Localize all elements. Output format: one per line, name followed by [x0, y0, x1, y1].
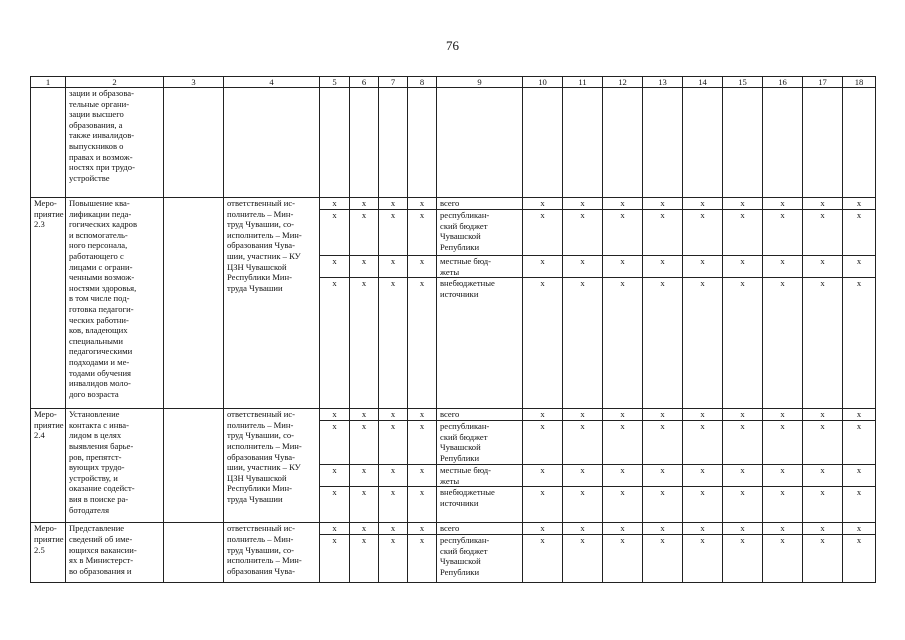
x-mark: x	[643, 210, 683, 256]
x-mark: x	[763, 487, 803, 523]
funding-source: республикан- ский бюджет Чувашской Републики	[437, 421, 523, 465]
x-mark: x	[563, 487, 603, 523]
x-mark: x	[683, 278, 723, 409]
x-mark: x	[320, 534, 350, 582]
x-mark: x	[843, 198, 876, 210]
x-mark: x	[603, 421, 643, 465]
x-mark: x	[408, 256, 437, 278]
x-mark: x	[408, 523, 437, 535]
header-row	[31, 77, 876, 88]
x-mark: x	[379, 198, 408, 210]
x-mark: x	[523, 278, 563, 409]
x-mark: x	[803, 210, 843, 256]
cell-empty	[350, 88, 379, 198]
x-mark: x	[379, 421, 408, 465]
header-cell: 15	[723, 77, 763, 88]
x-mark: x	[843, 278, 876, 409]
header-cell: 8	[408, 77, 437, 88]
x-mark: x	[763, 210, 803, 256]
x-mark: x	[763, 256, 803, 278]
x-mark: x	[843, 210, 876, 256]
header-cell: 13	[643, 77, 683, 88]
cell-empty	[408, 88, 437, 198]
x-mark: x	[643, 409, 683, 421]
header-cell: 7	[379, 77, 408, 88]
x-mark: x	[643, 198, 683, 210]
x-mark: x	[723, 487, 763, 523]
x-mark: x	[320, 409, 350, 421]
x-mark: x	[843, 523, 876, 535]
header-cell: 11	[563, 77, 603, 88]
x-mark: x	[563, 534, 603, 582]
measure-name: Повышение ква- лификации педа- гогических кадров и вспомогатель- ного персонала, работающего с лицами с ограни- ченными возмож- ностями здоровья, в том числе под- готовка педагоги- ческих работни- ков, владеющих специальными педагогическими подходами и ме- тодами обучения инвалидов моло- дого возраста	[66, 198, 164, 409]
program-table	[30, 76, 876, 583]
measure-label: Меро- приятие 2.4	[31, 409, 66, 523]
x-mark: x	[763, 534, 803, 582]
x-mark: x	[803, 465, 843, 487]
x-mark: x	[803, 278, 843, 409]
x-mark: x	[723, 523, 763, 535]
x-mark: x	[723, 465, 763, 487]
x-mark: x	[763, 198, 803, 210]
x-mark: x	[408, 465, 437, 487]
x-mark: x	[843, 465, 876, 487]
measure-name: Представление сведений об име- ющихся вакансии- ях в Министерст- во образования и	[66, 523, 164, 583]
x-mark: x	[803, 487, 843, 523]
x-mark: x	[320, 198, 350, 210]
x-mark: x	[523, 421, 563, 465]
x-mark: x	[683, 256, 723, 278]
cell-empty	[164, 409, 224, 523]
x-mark: x	[523, 409, 563, 421]
measure-label: Меро- приятие 2.3	[31, 198, 66, 409]
header-cell: 17	[803, 77, 843, 88]
x-mark: x	[523, 210, 563, 256]
x-mark: x	[350, 409, 379, 421]
funding-source: местные бюд- жеты	[437, 256, 523, 278]
x-mark: x	[350, 534, 379, 582]
header-cell: 14	[683, 77, 723, 88]
cell-empty	[379, 88, 408, 198]
cell-empty	[643, 88, 683, 198]
x-mark: x	[523, 487, 563, 523]
x-mark: x	[563, 523, 603, 535]
x-mark: x	[603, 210, 643, 256]
x-mark: x	[723, 534, 763, 582]
x-mark: x	[320, 256, 350, 278]
x-mark: x	[408, 409, 437, 421]
header-cell: 10	[523, 77, 563, 88]
x-mark: x	[723, 278, 763, 409]
cell-empty	[843, 88, 876, 198]
x-mark: x	[379, 210, 408, 256]
x-mark: x	[523, 523, 563, 535]
x-mark: x	[683, 534, 723, 582]
header-cell: 2	[66, 77, 164, 88]
funding-source: внебюджетные источники	[437, 487, 523, 523]
x-mark: x	[603, 534, 643, 582]
x-mark: x	[763, 421, 803, 465]
x-mark: x	[350, 278, 379, 409]
x-mark: x	[563, 421, 603, 465]
x-mark: x	[350, 256, 379, 278]
x-mark: x	[843, 256, 876, 278]
measure-row	[31, 409, 876, 421]
x-mark: x	[643, 487, 683, 523]
x-mark: x	[563, 465, 603, 487]
x-mark: x	[408, 487, 437, 523]
x-mark: x	[723, 409, 763, 421]
x-mark: x	[320, 210, 350, 256]
x-mark: x	[603, 465, 643, 487]
cell-empty	[164, 523, 224, 583]
x-mark: x	[683, 409, 723, 421]
x-mark: x	[379, 409, 408, 421]
x-mark: x	[408, 210, 437, 256]
cell-empty	[224, 88, 320, 198]
x-mark: x	[803, 198, 843, 210]
funding-source: республикан- ский бюджет Чувашской Републики	[437, 210, 523, 256]
measure-row	[31, 523, 876, 535]
x-mark: x	[763, 523, 803, 535]
x-mark: x	[379, 465, 408, 487]
x-mark: x	[643, 534, 683, 582]
x-mark: x	[320, 523, 350, 535]
x-mark: x	[763, 465, 803, 487]
x-mark: x	[803, 409, 843, 421]
x-mark: x	[683, 421, 723, 465]
x-mark: x	[603, 198, 643, 210]
x-mark: x	[603, 256, 643, 278]
x-mark: x	[563, 409, 603, 421]
x-mark: x	[843, 487, 876, 523]
cell-empty	[164, 198, 224, 409]
x-mark: x	[763, 409, 803, 421]
x-mark: x	[320, 487, 350, 523]
x-mark: x	[683, 465, 723, 487]
x-mark: x	[603, 487, 643, 523]
cell-empty	[523, 88, 563, 198]
x-mark: x	[603, 278, 643, 409]
x-mark: x	[723, 210, 763, 256]
x-mark: x	[523, 198, 563, 210]
page-number: 76	[446, 38, 459, 53]
header-cell: 3	[164, 77, 224, 88]
x-mark: x	[379, 278, 408, 409]
header-cell: 4	[224, 77, 320, 88]
x-mark: x	[379, 523, 408, 535]
x-mark: x	[723, 421, 763, 465]
funding-source: всего	[437, 198, 523, 210]
x-mark: x	[843, 421, 876, 465]
table-body	[31, 77, 876, 583]
x-mark: x	[643, 256, 683, 278]
measure-executor: ответственный ис- полнитель – Мин- труд Чувашии, со- исполнитель – Мин- образования Чува-	[224, 523, 320, 583]
cell-empty	[31, 88, 66, 198]
x-mark: x	[408, 421, 437, 465]
x-mark: x	[803, 534, 843, 582]
x-mark: x	[763, 278, 803, 409]
header-cell: 1	[31, 77, 66, 88]
x-mark: x	[408, 534, 437, 582]
x-mark: x	[603, 523, 643, 535]
x-mark: x	[683, 487, 723, 523]
cell-empty	[563, 88, 603, 198]
cell-empty	[763, 88, 803, 198]
funding-source: всего	[437, 409, 523, 421]
cell-empty	[437, 88, 523, 198]
x-mark: x	[563, 278, 603, 409]
x-mark: x	[320, 278, 350, 409]
x-mark: x	[803, 256, 843, 278]
x-mark: x	[683, 210, 723, 256]
header-cell: 9	[437, 77, 523, 88]
x-mark: x	[803, 523, 843, 535]
funding-source: всего	[437, 523, 523, 535]
x-mark: x	[643, 421, 683, 465]
cell-empty	[723, 88, 763, 198]
x-mark: x	[803, 421, 843, 465]
measure-executor: ответственный ис- полнитель – Мин- труд Чувашии, со- исполнитель – Мин- образования Чува- шии, участник – КУ ЦЗН Чувашской Республики Мин- труда Чувашии	[224, 198, 320, 409]
x-mark: x	[723, 198, 763, 210]
x-mark: x	[723, 256, 763, 278]
x-mark: x	[320, 421, 350, 465]
header-cell: 18	[843, 77, 876, 88]
x-mark: x	[563, 198, 603, 210]
measure-label: Меро- приятие 2.5	[31, 523, 66, 583]
header-cell: 5	[320, 77, 350, 88]
continuation-text: зации и образова- тельные органи- зации высшего образования, а также инвалидов- выпускников о правах и возмож- ностях при трудо- устройстве	[66, 88, 164, 198]
measure-name: Установление контакта с инва- лидом в целях выявления барье- ров, препятст- вующих трудо- устройству, и оказание содейст- вия в поиске ра- ботодателя	[66, 409, 164, 523]
measure-row	[31, 198, 876, 210]
cell-empty	[803, 88, 843, 198]
header-cell: 16	[763, 77, 803, 88]
x-mark: x	[350, 523, 379, 535]
x-mark: x	[603, 409, 643, 421]
x-mark: x	[523, 256, 563, 278]
continuation-row	[31, 88, 876, 198]
x-mark: x	[523, 534, 563, 582]
header-cell: 6	[350, 77, 379, 88]
x-mark: x	[350, 465, 379, 487]
x-mark: x	[350, 487, 379, 523]
x-mark: x	[563, 256, 603, 278]
x-mark: x	[379, 256, 408, 278]
cell-empty	[683, 88, 723, 198]
cell-empty	[320, 88, 350, 198]
cell-empty	[164, 88, 224, 198]
x-mark: x	[643, 465, 683, 487]
cell-empty	[603, 88, 643, 198]
x-mark: x	[350, 210, 379, 256]
funding-source: местные бюд- жеты	[437, 465, 523, 487]
x-mark: x	[379, 487, 408, 523]
measure-executor: ответственный ис- полнитель – Мин- труд Чувашии, со- исполнитель – Мин- образования Чува- шии, участник – КУ ЦЗН Чувашской Республики Мин- труда Чувашии	[224, 409, 320, 523]
x-mark: x	[350, 198, 379, 210]
x-mark: x	[643, 278, 683, 409]
x-mark: x	[843, 534, 876, 582]
x-mark: x	[643, 523, 683, 535]
x-mark: x	[523, 465, 563, 487]
funding-source: внебюджетные источники	[437, 278, 523, 409]
x-mark: x	[408, 278, 437, 409]
funding-source: республикан- ский бюджет Чувашской Републики	[437, 534, 523, 582]
x-mark: x	[379, 534, 408, 582]
x-mark: x	[683, 198, 723, 210]
x-mark: x	[843, 409, 876, 421]
x-mark: x	[408, 198, 437, 210]
x-mark: x	[683, 523, 723, 535]
header-cell: 12	[603, 77, 643, 88]
x-mark: x	[350, 421, 379, 465]
x-mark: x	[563, 210, 603, 256]
x-mark: x	[320, 465, 350, 487]
